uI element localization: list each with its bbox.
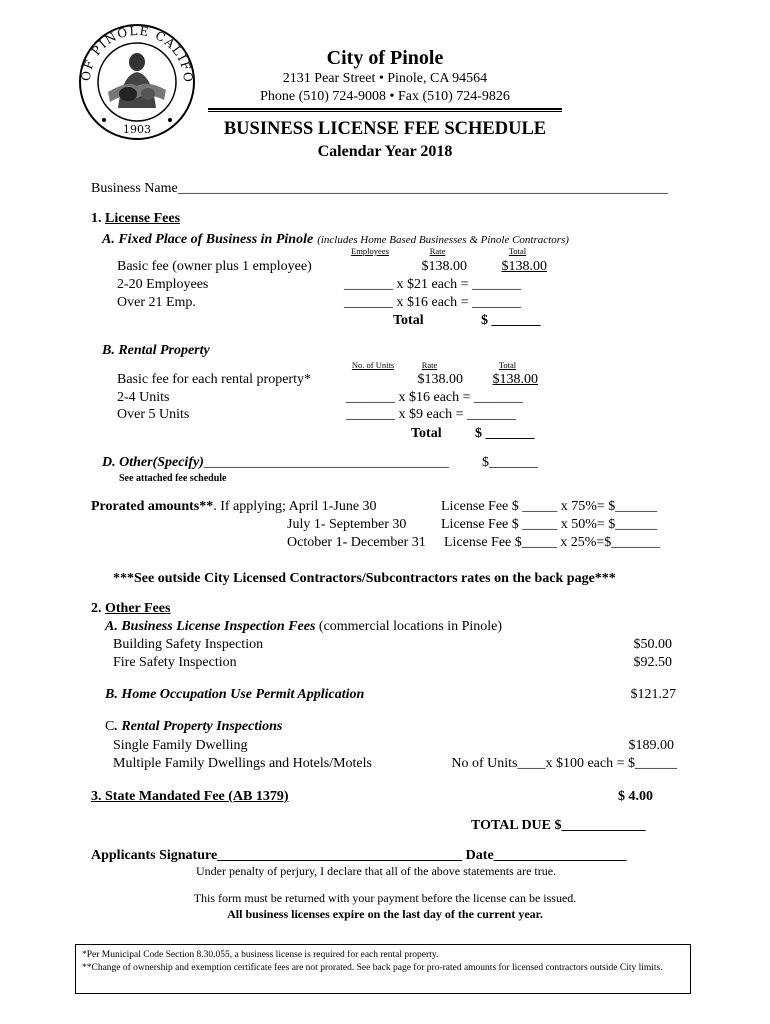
fire-safety-value: $92.50 bbox=[633, 655, 672, 670]
section2-number: 2. bbox=[91, 601, 105, 616]
signature-label: Applicants Signature bbox=[91, 848, 218, 863]
section2a-title: A. Business License Inspection Fees bbox=[105, 619, 316, 634]
fee-b-2-4-calc[interactable]: _______ x $16 each = _______ bbox=[346, 390, 524, 405]
total-due-label: TOTAL DUE $ bbox=[471, 818, 562, 833]
business-name-blank: ______________________________________________________________________ bbox=[177, 181, 668, 196]
city-phone: Phone (510) 724-9008 • Fax (510) 724-9826 bbox=[260, 89, 510, 104]
fee-b-total-value[interactable]: $ _______ bbox=[475, 426, 535, 441]
seal-top-text: OF PINOLE CALIFO bbox=[78, 23, 196, 84]
date-blank: ___________________ bbox=[493, 848, 627, 863]
signature-blank: ___________________________________ bbox=[217, 848, 463, 863]
section1a-note: (includes Home Based Businesses & Pinole Contractors) bbox=[317, 234, 569, 246]
multi-family-label: Multiple Family Dwellings and Hotels/Motels bbox=[113, 756, 372, 771]
fee-b-basic-total: $138.00 bbox=[492, 372, 538, 387]
fee-b-over5-calc[interactable]: _______ x $9 each = _______ bbox=[346, 407, 517, 422]
section2c-title: . Rental Property Inspections bbox=[114, 719, 283, 734]
section2-title: Other Fees bbox=[105, 601, 171, 616]
fee-a-over21-label: Over 21 Emp. bbox=[117, 295, 196, 310]
section3-value: $ 4.00 bbox=[618, 789, 653, 804]
fee-a-basic-rate: $138.00 bbox=[421, 259, 467, 274]
section3-heading: 3. State Mandated Fee (AB 1379) bbox=[91, 789, 289, 804]
fee-a-total-value[interactable]: $ _______ bbox=[481, 313, 541, 328]
col-rate-a: Rate bbox=[429, 246, 446, 256]
section1b-title: B. Rental Property bbox=[102, 343, 210, 358]
prorated-label: Prorated amounts** bbox=[91, 499, 214, 514]
prorated-period-2: July 1- September 30 bbox=[287, 517, 407, 532]
section1-heading bbox=[91, 211, 180, 227]
fee-a-2-20-calc[interactable]: _______ x $21 each = _______ bbox=[344, 277, 522, 292]
fee-b-basic-label: Basic fee for each rental property* bbox=[117, 372, 311, 387]
footnotes-box bbox=[75, 944, 691, 994]
section1a-title: A. Fixed Place of Business in Pinole bbox=[102, 232, 314, 247]
footnote-1: *Per Municipal Code Section 8.30.055, a business license is required for each rental property. bbox=[82, 950, 439, 960]
single-family-label: Single Family Dwelling bbox=[113, 738, 248, 753]
return-note: This form must be returned with your payment before the license can be issued. bbox=[193, 891, 577, 905]
city-seal bbox=[78, 20, 196, 142]
section2c-letter: C bbox=[105, 719, 115, 734]
perjury-statement: Under penalty of perjury, I declare that all of the above statements are true. bbox=[196, 864, 557, 878]
header-rule-2 bbox=[208, 111, 562, 112]
form-title: BUSINESS LICENSE FEE SCHEDULE bbox=[223, 119, 547, 139]
signature-line[interactable] bbox=[91, 848, 627, 864]
fee-a-basic-total: $138.00 bbox=[501, 259, 547, 274]
footnote-2: **Change of ownership and exemption certificate fees are not prorated. See back page for pro-rated amounts for licensed contractors outside City limits. bbox=[82, 963, 663, 973]
prorated-fee-1[interactable]: License Fee $ _____ x 75%= $______ bbox=[441, 499, 658, 514]
building-safety-label: Building Safety Inspection bbox=[113, 637, 264, 652]
total-due-blank: ____________ bbox=[561, 818, 646, 833]
expire-note: All business licenses expire on the last day of the current year. bbox=[227, 907, 543, 921]
contractors-note: ***See outside City Licensed Contractors/Subcontractors rates on the back page*** bbox=[113, 571, 616, 586]
business-name-field[interactable] bbox=[91, 181, 668, 197]
city-name: City of Pinole bbox=[326, 47, 444, 69]
business-name-label: Business Name bbox=[91, 181, 178, 196]
fee-b-total-label: Total bbox=[411, 426, 442, 441]
fee-a-total-label: Total bbox=[393, 313, 424, 328]
col-employees: Employees bbox=[351, 246, 389, 256]
section1-title: License Fees bbox=[105, 211, 181, 226]
fee-a-over21-calc[interactable]: _______ x $16 each = _______ bbox=[344, 295, 522, 310]
section1d-line[interactable] bbox=[102, 455, 449, 471]
fee-b-2-4-label: 2-4 Units bbox=[117, 390, 170, 405]
building-safety-value: $50.00 bbox=[633, 637, 672, 652]
fire-safety-label: Fire Safety Inspection bbox=[113, 655, 237, 670]
section2a-line bbox=[105, 619, 502, 635]
prorated-fee-3[interactable]: License Fee $_____ x 25%=$_______ bbox=[444, 535, 661, 550]
prorated-fee-2[interactable]: License Fee $ _____ x 50%= $______ bbox=[441, 517, 658, 532]
seal-year: 1903 bbox=[123, 123, 151, 136]
fee-a-basic-label: Basic fee (owner plus 1 employee) bbox=[117, 259, 312, 274]
fee-b-basic-rate: $138.00 bbox=[417, 372, 463, 387]
section2-heading bbox=[91, 601, 170, 617]
col-total-b: Total bbox=[498, 360, 517, 370]
col-units: No. of Units bbox=[351, 360, 395, 370]
date-label: Date bbox=[462, 848, 494, 863]
section1d-value[interactable]: $_______ bbox=[482, 455, 538, 470]
section1-number: 1. bbox=[91, 211, 105, 226]
section1d-blank: ___________________________________ bbox=[203, 455, 449, 470]
fee-a-2-20-label: 2-20 Employees bbox=[117, 277, 209, 292]
prorated-line-1 bbox=[91, 499, 377, 515]
single-family-value: $189.00 bbox=[628, 738, 674, 753]
section1d-note: See attached fee schedule bbox=[119, 473, 227, 484]
section2c-line bbox=[105, 719, 282, 735]
col-total-a: Total bbox=[508, 246, 527, 256]
city-address: 2131 Pear Street • Pinole, CA 94564 bbox=[282, 71, 488, 86]
col-rate-b: Rate bbox=[421, 360, 438, 370]
form-subtitle: Calendar Year 2018 bbox=[317, 143, 453, 160]
total-due[interactable] bbox=[471, 818, 646, 834]
section2a-note: (commercial locations in Pinole) bbox=[315, 619, 503, 634]
prorated-period-3: October 1- December 31 bbox=[287, 535, 426, 550]
multi-family-value[interactable]: No of Units____x $100 each = $______ bbox=[451, 756, 677, 771]
section1d-title: D. Other(Specify) bbox=[102, 455, 204, 470]
header-rule bbox=[208, 108, 562, 110]
fee-b-over5-label: Over 5 Units bbox=[117, 407, 190, 422]
section2b-title: B. Home Occupation Use Permit Application bbox=[105, 687, 365, 702]
section2b-value: $121.27 bbox=[630, 687, 676, 702]
prorated-intro: . If applying; April 1-June 30 bbox=[213, 499, 377, 514]
